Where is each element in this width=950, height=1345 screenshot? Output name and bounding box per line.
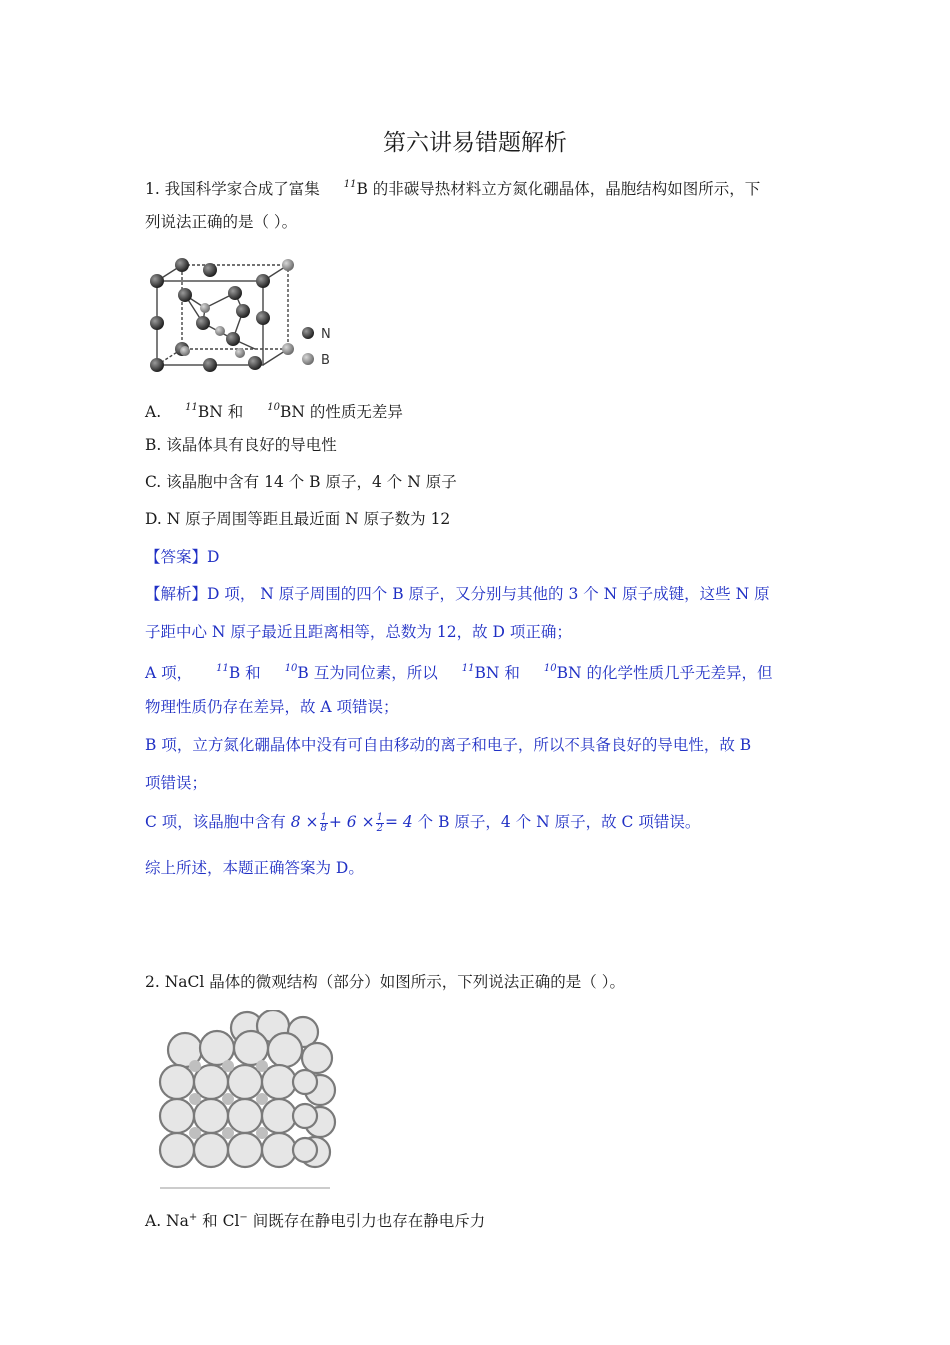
bn-crystal-figure (145, 253, 345, 383)
q1-explanation-line8: 综上所述，本题正确答案为 D。 (145, 859, 364, 877)
q1-explanation-line1: 【解析】D 项， N 原子周围的四个 B 原子，又分别与其他的 3 个 N 原子成键，这些 N 原 (145, 585, 770, 603)
q1-explanation-line5: B 项，立方氮化硼晶体中没有可自由移动的离子和电子，所以不具备良好的导电性，故 B (145, 736, 752, 754)
page-title: 第六讲易错题解析 (383, 130, 567, 156)
legend-b-label: B (321, 353, 330, 368)
legend-n-label: N (321, 327, 331, 342)
q1-answer: 【答案】D (145, 548, 220, 566)
nacl-crystal-figure (155, 1010, 340, 1195)
formula-result: = 4 (384, 813, 413, 831)
q1-option-b: B. 该晶体具有良好的导电性 (145, 436, 337, 454)
formula-term-2: + 6 × (328, 813, 375, 831)
q1-explanation-line6: 项错误； (145, 774, 208, 792)
q1-option-c: C. 该晶胞中含有 14 个 B 原子，4 个 N 原子 (145, 473, 457, 491)
q2-stem: 2. NaCl 晶体的微观结构（部分）如图所示，下列说法正确的是（ ）。 (145, 973, 625, 991)
legend-n-atom (302, 327, 314, 339)
q1-option-d: D. N 原子周围等距且最近面 N 原子数为 12 (145, 510, 451, 528)
formula-term-1: 8 × (290, 813, 319, 831)
q1-explanation-line2: 子距中心 N 原子最近且距离相等，总数为 12，故 D 项正确； (145, 623, 572, 641)
legend-b-atom (302, 353, 314, 365)
fraction-one-eighth: $\frac{1}{8}$ (320, 811, 327, 834)
q1-stem-line1: 1. 我国科学家合成了富集 $^{11}$B 的非碳导热材料立方氮化硼晶体，晶胞结构如图所示，下 (145, 179, 761, 198)
q1-explanation-line3: A 项， $^{11}$B 和 $^{10}$B 互为同位素，所以 $^{11}$BN 和 $^{10}$BN 的化学性质几乎无差异，但 (145, 663, 773, 682)
n-atoms (150, 258, 270, 372)
q2-option-a: A. Na+ 和 Cl− 间既存在静电引力也存在静电斥力 (145, 1212, 486, 1231)
q1-explanation-line7: C 项，该晶胞中含有 8 × $\frac{1}{8}$ + 6 × $\frac{1}{2}$ = 4 个 B 原子，4 个 N 原子，故 C 项错误。 (145, 811, 701, 834)
q1-option-a: A. $^{11}$BN 和 $^{10}$BN 的性质无差异 (145, 402, 403, 421)
q1-explanation-line4: 物理性质仍存在差异，故 A 项错误； (145, 698, 399, 716)
q1-stem-line2: 列说法正确的是（ ）。 (145, 213, 298, 231)
fraction-one-half: $\frac{1}{2}$ (376, 811, 383, 834)
